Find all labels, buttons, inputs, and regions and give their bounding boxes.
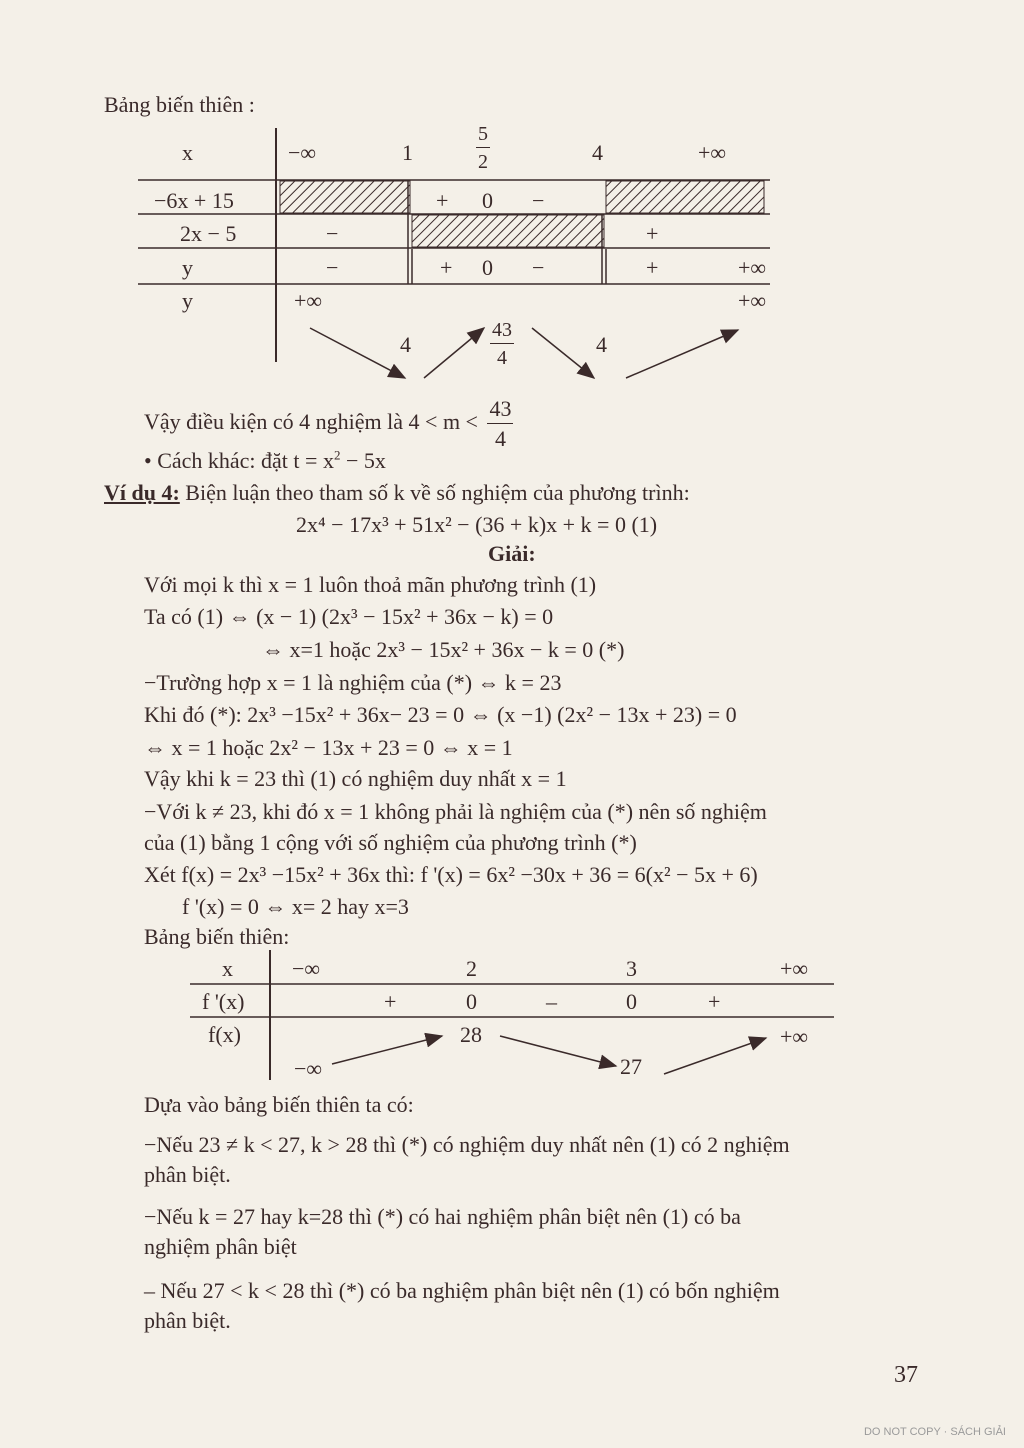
t1-r4-val-4-right: 4 [596,332,607,357]
t2-f-neg-inf: −∞ [294,1056,323,1081]
t1-x-4: 4 [592,140,603,165]
after-line-5: nghiệm phân biệt [144,1234,297,1259]
t2-f-pos-inf: +∞ [780,1024,809,1049]
after-line-6: – Nếu 27 < k < 28 thì (*) có ba nghiệm phân biệt nên (1) có bốn nghiệm [144,1278,780,1303]
table2-heading: Bảng biến thiên: [144,924,290,949]
t2-f-min-27: 27 [620,1054,642,1079]
conclusion-1-text: Vậy điều kiện có 4 nghiệm là 4 < m < [144,409,478,435]
solution-line-7: Vậy khi k = 23 thì (1) có nghiệm duy nhất x = 1 [144,766,567,791]
t2-f-max-28: 28 [460,1022,482,1047]
variation-table-2 [0,940,1024,1090]
t2-x-neg-inf: −∞ [292,956,321,981]
t1-row-label-2: 2x − 5 [180,221,237,246]
example-4-text: Biện luận theo tham số k về số nghiệm của phương trình: [179,480,690,505]
t1-x-pos-inf: +∞ [698,140,727,165]
example-4-line [104,480,690,506]
t2-x-pos-inf: +∞ [780,956,809,981]
t1-x-five-halves: $\frac{5}{2}$ [478,123,488,173]
t1-r2-plus: + [646,221,659,246]
t2-fp-minus: – [546,989,557,1014]
alternative-method: • Cách khác: đặt $t = x^2 - 5x$ [144,447,386,473]
t2-x-label: x [222,956,233,981]
after-line-4: −Nếu k = 27 hay k=28 thì (*) có hai nghiệm phân biệt nên (1) có ba [144,1204,741,1229]
after-line-2: −Nếu 23 ≠ k < 27, k > 28 thì (*) có nghiệm duy nhất nên (1) có 2 nghiệm [144,1132,790,1157]
solution-line-8: −Với k ≠ 23, khi đó x = 1 không phải là nghiệm của (*) nên số nghiệm [144,799,767,824]
conclusion-1 [144,398,513,450]
t1-row-label-3: y [182,255,193,280]
example-4-equation: 2x⁴ − 17x³ + 51x² − (36 + k)x + k = 0 (1) [296,512,658,537]
t2-x-2: 2 [466,956,477,981]
t2-f-label: f(x) [208,1022,241,1047]
solution-line-5: Khi đó (*): 2x³ −15x² + 36x− 23 = 0 ⇔ (x −1) (2x² − 13x + 23) = 0 [144,702,737,727]
solution-line-11: f '(x) = 0 ⇔ x= 2 hay x=3 [182,894,409,919]
solution-line-2: Ta có (1) ⇔ (x − 1) (2x³ − 15x² + 36x − k) = 0 [144,604,554,629]
t1-r3-pos-inf: +∞ [738,255,767,280]
t1-x-neg-inf: −∞ [288,140,317,165]
t2-fp-zero-2: 0 [626,989,637,1014]
t1-row-label-4: y [182,288,193,313]
t1-r4-val-4-left: 4 [400,332,411,357]
solution-heading: Giải: [488,541,536,566]
t1-r2-minus: − [326,221,339,246]
solution-line-9: của (1) bằng 1 cộng với số nghiệm của phương trình (*) [144,830,637,855]
t2-fprime-label: f '(x) [202,989,245,1014]
solution-line-4: −Trường hợp x = 1 là nghiệm của (*) ⇔ k = 23 [144,670,562,695]
t1-r4-max-frac: $\frac{43}{4}$ [492,319,512,369]
t1-row-label-1: −6x + 15 [154,188,234,213]
page-number: 37 [894,1362,918,1388]
t1-r1-plus: + [436,188,449,213]
t1-r3-zero: 0 [482,255,493,280]
after-line-3: phân biệt. [144,1162,231,1187]
solution-line-10: Xét f(x) = 2x³ −15x² + 36x thì: f '(x) = 6x² −30x + 36 = 6(x² − 5x + 6) [144,862,758,887]
t1-r3-minus-1: − [326,255,339,280]
t1-r1-minus: − [532,188,545,213]
t2-fp-plus-2: + [708,989,721,1014]
t1-r1-zero: 0 [482,188,493,213]
t1-r3-plus-1: + [440,255,453,280]
t1-r4-pos-inf-left: +∞ [294,288,323,313]
example-4-label: Ví dụ 4: [104,480,180,505]
t2-fp-zero-1: 0 [466,989,477,1014]
after-line-1: Dựa vào bảng biến thiên ta có: [144,1092,414,1117]
t1-x-label: x [182,140,193,165]
conclusion-1-frac: $\frac{43}{4}$ [489,396,512,451]
t1-r4-pos-inf-right: +∞ [738,288,767,313]
t2-x-3: 3 [626,956,637,981]
solution-line-1: Với mọi k thì x = 1 luôn thoả mãn phương trình (1) [144,572,597,597]
solution-line-6: ⇔ x = 1 hoặc 2x² − 13x + 23 = 0 ⇔ x = 1 [144,735,513,760]
table1-heading: Bảng biến thiên : [104,92,255,117]
watermark-logo: DO NOT COPY · SÁCH GIẢI [863,1426,1006,1438]
t2-fp-plus-1: + [384,989,397,1014]
after-line-7: phân biệt. [144,1308,231,1333]
t1-r3-minus-2: − [532,255,545,280]
solution-line-3: ⇔ x=1 hoặc 2x³ − 15x² + 36x − k = 0 (*) [262,637,625,662]
t1-r3-plus-2: + [646,255,659,280]
t1-x-1: 1 [402,140,413,165]
